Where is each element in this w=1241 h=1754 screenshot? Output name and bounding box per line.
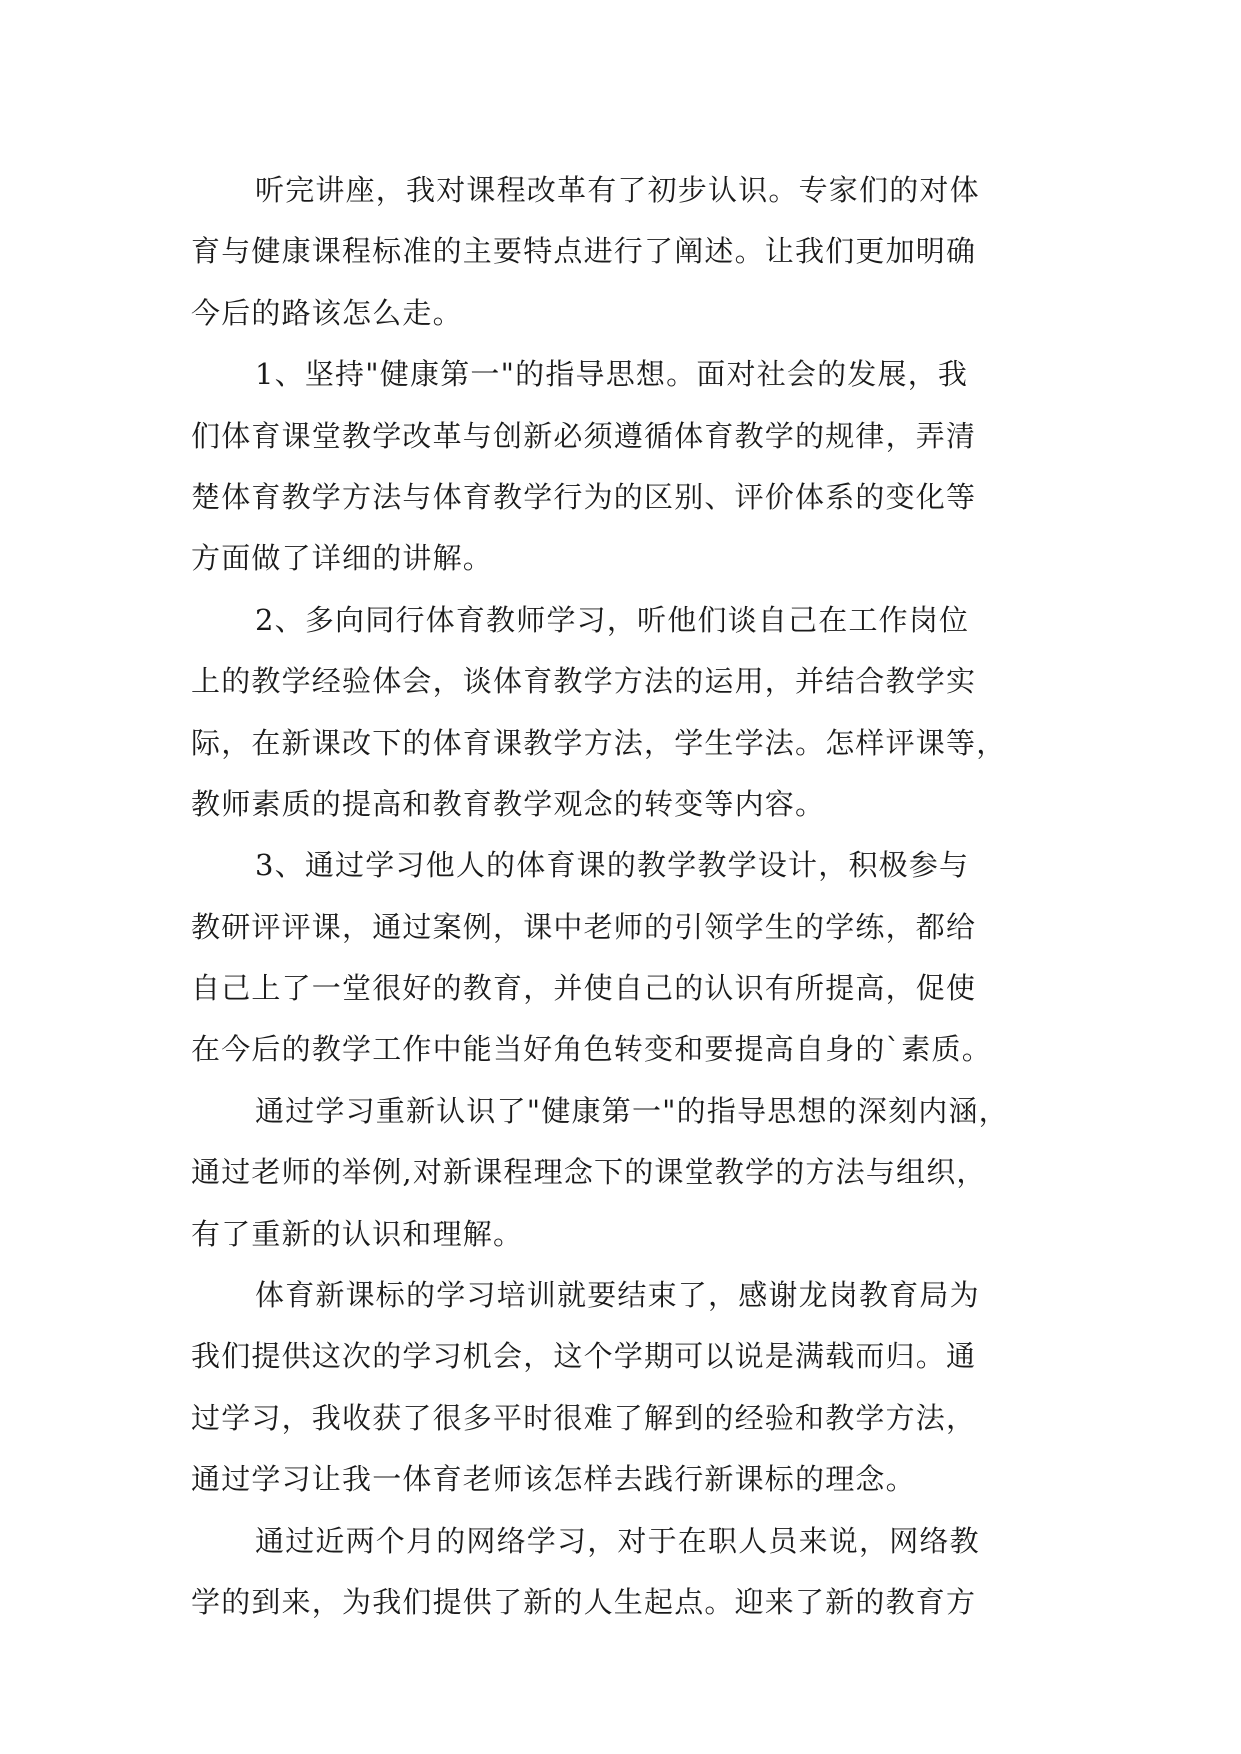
text-line: 方面做了详细的讲解。 (191, 541, 494, 576)
text-line: 3、通过学习他人的体育课的教学教学设计，积极参与 (255, 848, 970, 883)
text-line: 过学习，我收获了很多平时很难了解到的经验和教学方法， (191, 1400, 977, 1435)
text-line: 教研评评课，通过案例，课中老师的引领学生的学练，都给 (191, 909, 977, 944)
text-line: 通过学习重新认识了"健康第一"的指导思想的深刻内涵， (255, 1093, 1009, 1128)
text-line: 学的到来，为我们提供了新的人生起点。迎来了新的教育方 (191, 1584, 977, 1619)
text-line: 我们提供这次的学习机会，这个学期可以说是满载而归。通 (191, 1339, 977, 1374)
text-line: 上的教学经验体会，谈体育教学方法的运用，并结合教学实 (191, 664, 977, 699)
text-line: 在今后的教学工作中能当好角色转变和要提高自身的`素质。 (191, 1032, 992, 1067)
text-line: 2、多向同行体育教师学习，听他们谈自己在工作岗位 (255, 602, 970, 637)
text-line: 教师素质的提高和教育教学观念的转变等内容。 (191, 786, 826, 821)
text-line: 育与健康课程标准的主要特点进行了阐述。让我们更加明确 (191, 234, 977, 269)
text-line: 有了重新的认识和理解。 (191, 1216, 524, 1251)
text-line: 听完讲座，我对课程改革有了初步认识。专家们的对体 (255, 173, 980, 207)
paragraph-thanks (191, 1265, 1061, 1511)
text-line: 通过老师的举例,对新课程理念下的课堂教学的方法与组织， (191, 1155, 987, 1190)
paragraph-point-3 (191, 835, 1061, 1081)
text-line: 楚体育教学方法与体育教学行为的区别、评价体系的变化等 (191, 479, 977, 514)
paragraph-reflection (191, 1081, 1061, 1265)
text-line: 际，在新课改下的体育课教学方法，学生学法。怎样评课等， (191, 725, 1007, 760)
paragraph-point-2 (191, 590, 1061, 836)
document-body (191, 160, 1061, 1633)
text-line: 体育新课标的学习培训就要结束了，感谢龙岗教育局为 (255, 1278, 980, 1313)
paragraph-intro (191, 160, 1061, 344)
text-line: 1、坚持"健康第一"的指导思想。面对社会的发展，我 (255, 357, 969, 392)
text-line: 自己上了一堂很好的教育，并使自己的认识有所提高，促使 (191, 971, 977, 1006)
text-line: 通过近两个月的网络学习，对于在职人员来说，网络教 (255, 1523, 980, 1558)
text-line: 通过学习让我一体育老师该怎样去践行新课标的理念。 (191, 1462, 916, 1497)
text-line: 今后的路该怎么走。 (191, 295, 463, 330)
paragraph-point-1 (191, 344, 1061, 590)
paragraph-online-learning (191, 1511, 1061, 1634)
text-line: 们体育课堂教学改革与创新必须遵循体育教学的规律，弄清 (191, 418, 977, 453)
